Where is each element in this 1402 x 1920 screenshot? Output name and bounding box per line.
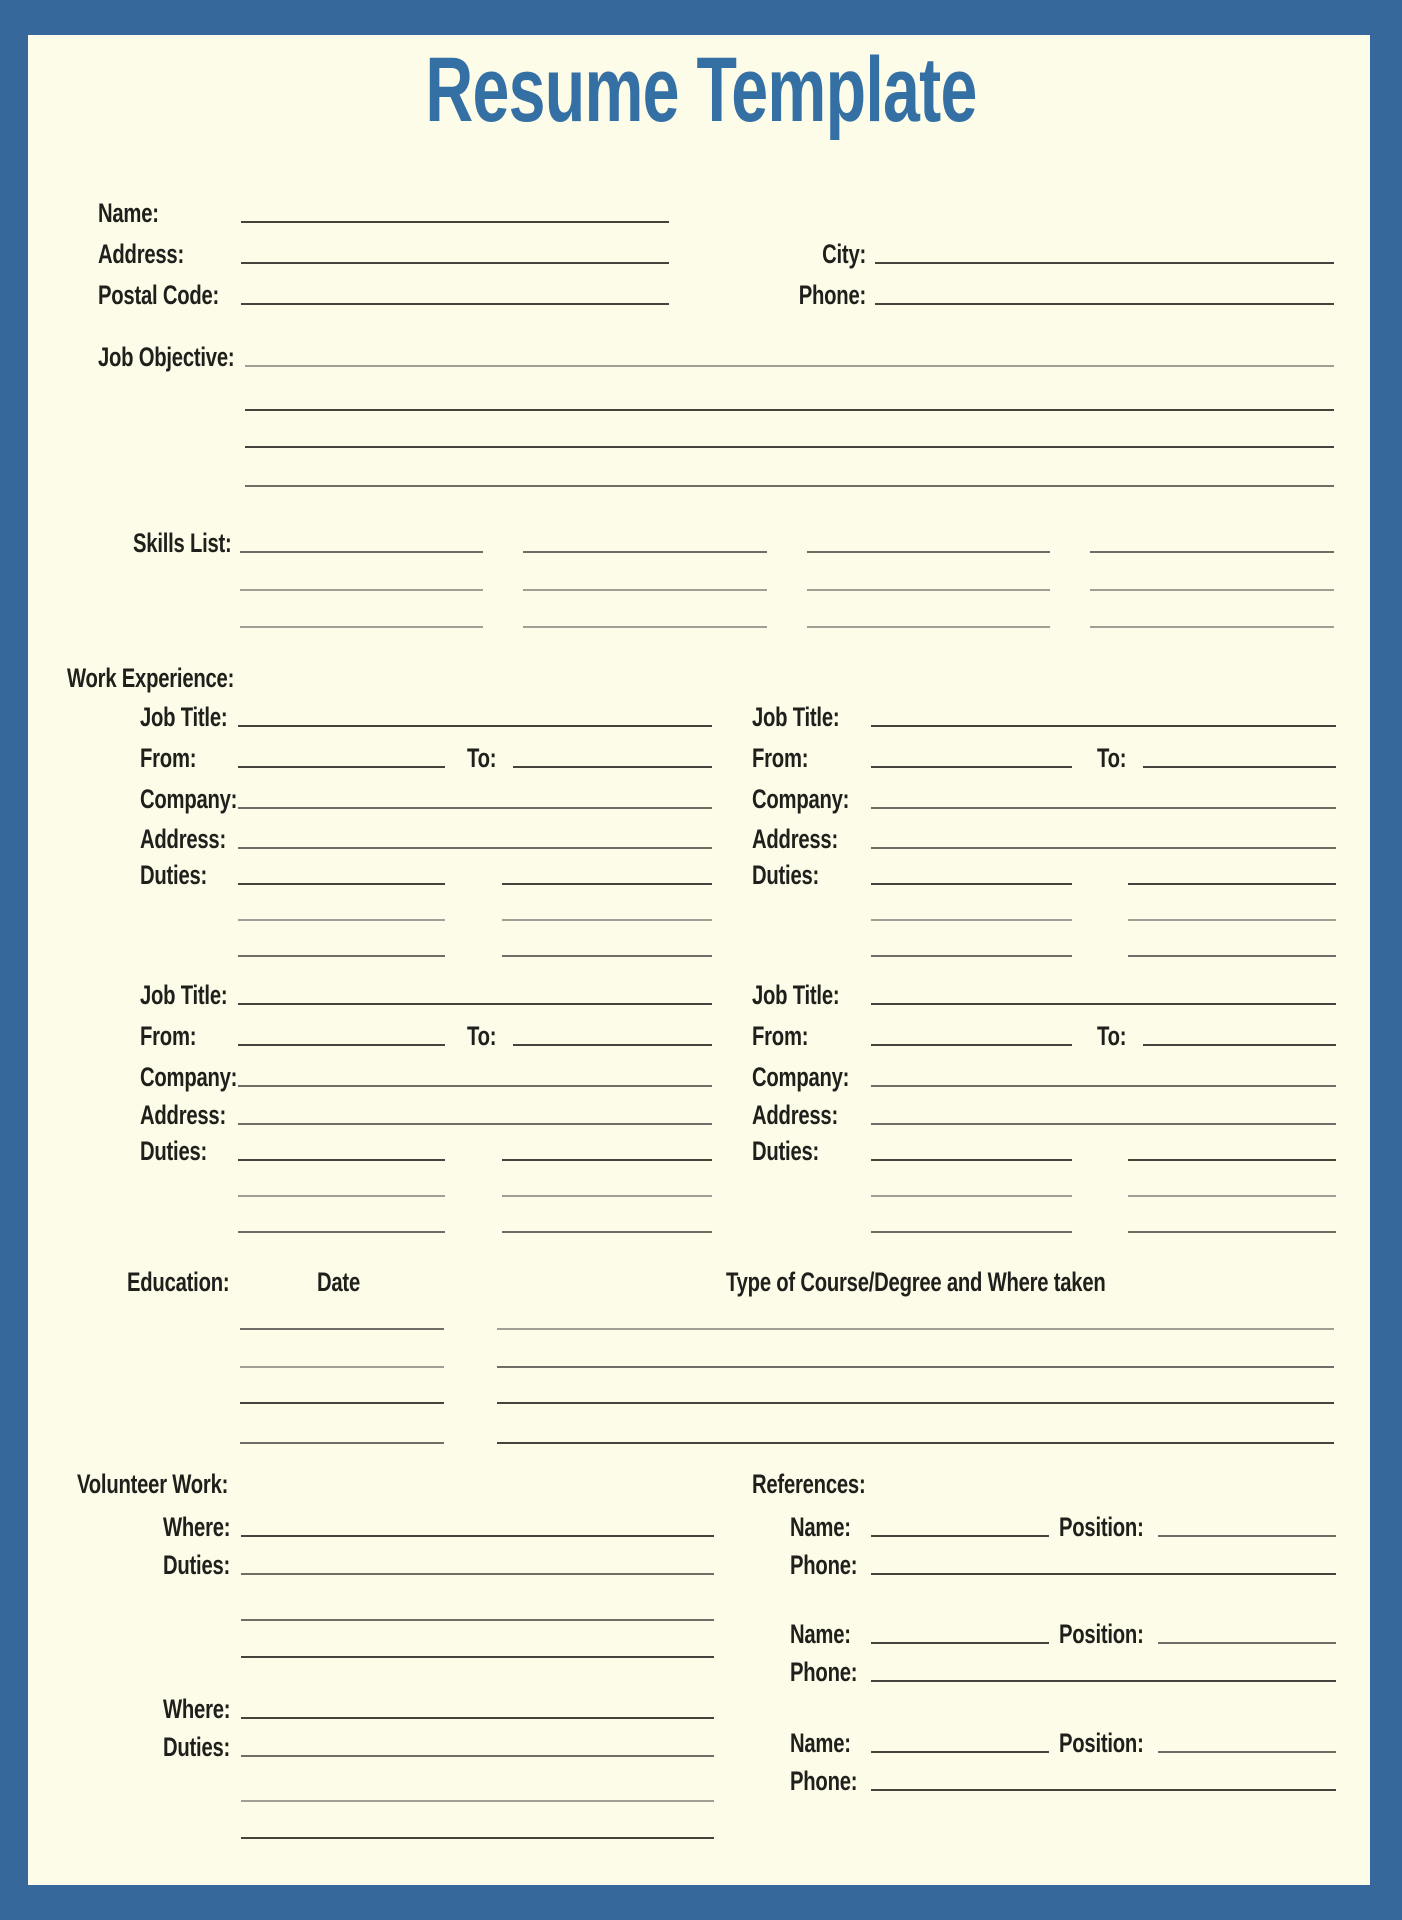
name-field-row <box>98 194 669 228</box>
job-title-row <box>752 698 1336 732</box>
reference-position-label: Position: <box>1059 1512 1144 1542</box>
reference-position-line <box>1158 1642 1336 1644</box>
reference-name-label: Name: <box>790 1619 851 1649</box>
work-address-label: Address: <box>140 1100 226 1130</box>
job-title-label: Job Title: <box>752 980 840 1010</box>
duties-line <box>502 883 712 885</box>
address-field-row <box>98 235 669 269</box>
skill-line <box>1090 589 1334 591</box>
volunteer-extra-row <box>241 1592 714 1626</box>
skill-line <box>240 589 483 591</box>
duties-line <box>238 1231 445 1233</box>
from-label: From: <box>140 743 197 773</box>
city-label: City: <box>822 239 866 269</box>
where-label: Where: <box>163 1694 231 1724</box>
education-date-line <box>240 1366 444 1368</box>
duties-row <box>140 1132 712 1166</box>
duties-line <box>238 955 445 957</box>
duties-line <box>241 1573 714 1575</box>
name-label: Name: <box>98 198 159 228</box>
from-label: From: <box>752 743 809 773</box>
work-address-label: Address: <box>752 824 838 854</box>
work-address-label: Address: <box>140 824 226 854</box>
duties-line <box>502 919 712 921</box>
reference-position-label: Position: <box>1059 1728 1144 1758</box>
reference-phone-line <box>871 1789 1336 1791</box>
reference-name-label: Name: <box>790 1728 851 1758</box>
duties-line <box>502 1159 712 1161</box>
job-objective-extra-row <box>245 419 1334 453</box>
volunteer-where-row <box>163 1690 714 1724</box>
from-line <box>871 766 1072 768</box>
duties-line <box>871 883 1072 885</box>
company-row <box>752 1058 1336 1092</box>
volunteer-extra-row <box>241 1810 714 1844</box>
volunteer-extra-row <box>241 1629 714 1663</box>
job-title-line <box>871 725 1336 727</box>
duties-extra-row <box>238 1168 712 1202</box>
job-title-row <box>140 698 712 732</box>
duties-line <box>241 1656 714 1658</box>
from-line <box>238 766 445 768</box>
duties-line <box>502 1231 712 1233</box>
duties-line <box>241 1755 714 1757</box>
name-line <box>241 221 669 223</box>
job-title-label: Job Title: <box>752 702 840 732</box>
education-row <box>240 1301 1334 1335</box>
duties-line <box>1128 1159 1336 1161</box>
skill-line <box>523 589 767 591</box>
reference-phone-label: Phone: <box>790 1550 858 1580</box>
company-line <box>238 807 712 809</box>
duties-line <box>241 1800 714 1802</box>
reference-name-line <box>871 1642 1049 1644</box>
work-experience-section-label: Work Experience: <box>67 663 235 693</box>
skill-line <box>1090 626 1334 628</box>
reference-phone-row <box>790 1653 1336 1687</box>
skills-extra-row <box>240 599 1334 633</box>
postal-code-line <box>241 303 669 305</box>
skills-list-row <box>133 524 1334 558</box>
duties-line <box>238 919 445 921</box>
work-address-label: Address: <box>752 1100 838 1130</box>
company-line <box>871 807 1336 809</box>
education-row <box>240 1375 1334 1409</box>
to-line <box>1143 1044 1336 1046</box>
job-objective-line <box>245 365 1334 367</box>
volunteer-section-label: Volunteer Work: <box>77 1469 229 1499</box>
to-label: To: <box>1097 1021 1127 1051</box>
education-course-line <box>497 1442 1334 1444</box>
company-line <box>238 1085 712 1087</box>
job-title-row <box>140 976 712 1010</box>
work-address-row <box>752 820 1336 854</box>
duties-line <box>502 1195 712 1197</box>
reference-phone-row <box>790 1762 1336 1796</box>
education-date-header: Date <box>317 1267 360 1297</box>
company-line <box>871 1085 1336 1087</box>
work-address-line <box>238 847 712 849</box>
from-label: From: <box>140 1021 197 1051</box>
where-line <box>241 1717 714 1719</box>
duties-line <box>871 1159 1072 1161</box>
duties-extra-row <box>871 892 1336 926</box>
volunteer-where-row <box>163 1508 714 1542</box>
to-line <box>1143 766 1336 768</box>
duties-line <box>502 955 712 957</box>
company-row <box>140 780 712 814</box>
job-objective-line <box>245 446 1334 448</box>
company-label: Company: <box>140 784 238 814</box>
work-address-line <box>871 847 1336 849</box>
reference-position-label: Position: <box>1059 1619 1144 1649</box>
reference-position-line <box>1158 1751 1336 1753</box>
duties-line <box>1128 919 1336 921</box>
duties-line <box>1128 955 1336 957</box>
education-row <box>240 1339 1334 1373</box>
duties-label: Duties: <box>752 860 820 890</box>
phone-line <box>875 303 1334 305</box>
to-label: To: <box>467 1021 497 1051</box>
from-label: From: <box>752 1021 809 1051</box>
duties-line <box>871 1195 1072 1197</box>
education-date-line <box>240 1402 444 1404</box>
work-address-line <box>238 1123 712 1125</box>
company-row <box>140 1058 712 1092</box>
education-course-line <box>497 1366 1334 1368</box>
duties-line <box>1128 883 1336 885</box>
duties-line <box>871 919 1072 921</box>
city-line <box>875 262 1334 264</box>
job-objective-extra-row <box>245 382 1334 416</box>
skill-line <box>807 626 1050 628</box>
education-date-line <box>240 1328 444 1330</box>
duties-line <box>238 1159 445 1161</box>
job-objective-row <box>98 338 1334 372</box>
duties-label: Duties: <box>140 1136 208 1166</box>
address-line <box>241 262 669 264</box>
duties-line <box>871 1231 1072 1233</box>
company-row <box>752 780 1336 814</box>
from-line <box>238 1044 445 1046</box>
postal-code-field-row <box>98 276 669 310</box>
job-objective-extra-row <box>245 458 1334 492</box>
duties-label: Duties: <box>163 1550 231 1580</box>
education-row <box>240 1415 1334 1449</box>
duties-line <box>241 1837 714 1839</box>
work-address-row <box>140 820 712 854</box>
where-label: Where: <box>163 1512 231 1542</box>
job-title-line <box>238 725 712 727</box>
job-title-row <box>752 976 1336 1010</box>
work-address-row <box>140 1096 712 1130</box>
work-address-line <box>871 1123 1336 1125</box>
duties-row <box>752 856 1336 890</box>
reference-phone-label: Phone: <box>790 1766 858 1796</box>
duties-extra-row <box>238 928 712 962</box>
page-title: Resume Template <box>425 39 977 141</box>
skill-line <box>807 551 1050 553</box>
city-field-row <box>770 235 1334 269</box>
duties-line <box>1128 1231 1336 1233</box>
volunteer-duties-row <box>163 1546 714 1580</box>
skill-line <box>523 626 767 628</box>
job-title-line <box>238 1003 712 1005</box>
address-label: Address: <box>98 239 184 269</box>
reference-name-label: Name: <box>790 1512 851 1542</box>
company-label: Company: <box>752 1062 850 1092</box>
volunteer-duties-row <box>163 1728 714 1762</box>
job-objective-line <box>245 485 1334 487</box>
education-section-label: Education: <box>127 1267 230 1297</box>
education-course-header: Type of Course/Degree and Where taken <box>726 1267 1106 1297</box>
reference-position-line <box>1158 1535 1336 1537</box>
company-label: Company: <box>752 784 850 814</box>
education-course-line <box>497 1402 1334 1404</box>
volunteer-extra-row <box>241 1773 714 1807</box>
to-label: To: <box>467 743 497 773</box>
duties-extra-row <box>871 1168 1336 1202</box>
reference-phone-row <box>790 1546 1336 1580</box>
phone-label: Phone: <box>798 280 866 310</box>
references-section-label: References: <box>752 1469 866 1499</box>
duties-line <box>238 1195 445 1197</box>
skill-line <box>1090 551 1334 553</box>
from-to-row <box>140 739 712 773</box>
duties-extra-row <box>238 892 712 926</box>
from-to-row <box>140 1017 712 1051</box>
job-title-label: Job Title: <box>140 702 228 732</box>
duties-line <box>238 883 445 885</box>
job-title-label: Job Title: <box>140 980 228 1010</box>
duties-label: Duties: <box>163 1732 231 1762</box>
skills-extra-row <box>240 562 1334 596</box>
postal-code-label: Postal Code: <box>98 280 220 310</box>
where-line <box>241 1535 714 1537</box>
job-title-line <box>871 1003 1336 1005</box>
reference-phone-label: Phone: <box>790 1657 858 1687</box>
to-line <box>513 766 712 768</box>
job-objective-line <box>245 409 1334 411</box>
company-label: Company: <box>140 1062 238 1092</box>
duties-extra-row <box>871 1204 1336 1238</box>
reference-name-line <box>871 1535 1049 1537</box>
skill-line <box>240 551 483 553</box>
duties-label: Duties: <box>140 860 208 890</box>
duties-extra-row <box>238 1204 712 1238</box>
reference-name-row <box>790 1508 1336 1542</box>
skill-line <box>807 589 1050 591</box>
reference-phone-line <box>871 1573 1336 1575</box>
from-to-row <box>752 1017 1336 1051</box>
duties-extra-row <box>871 928 1336 962</box>
to-label: To: <box>1097 743 1127 773</box>
phone-field-row <box>770 276 1334 310</box>
to-line <box>513 1044 712 1046</box>
duties-label: Duties: <box>752 1136 820 1166</box>
reference-name-line <box>871 1751 1049 1753</box>
education-date-line <box>240 1442 444 1444</box>
job-objective-label: Job Objective: <box>98 342 235 372</box>
duties-row <box>140 856 712 890</box>
from-to-row <box>752 739 1336 773</box>
from-line <box>871 1044 1072 1046</box>
reference-name-row <box>790 1724 1336 1758</box>
reference-name-row <box>790 1615 1336 1649</box>
duties-line <box>1128 1195 1336 1197</box>
work-address-row <box>752 1096 1336 1130</box>
reference-phone-line <box>871 1680 1336 1682</box>
duties-line <box>871 955 1072 957</box>
duties-line <box>241 1619 714 1621</box>
skill-line <box>240 626 483 628</box>
duties-row <box>752 1132 1336 1166</box>
education-course-line <box>497 1328 1334 1330</box>
skill-line <box>523 551 767 553</box>
skills-list-label: Skills List: <box>133 528 232 558</box>
